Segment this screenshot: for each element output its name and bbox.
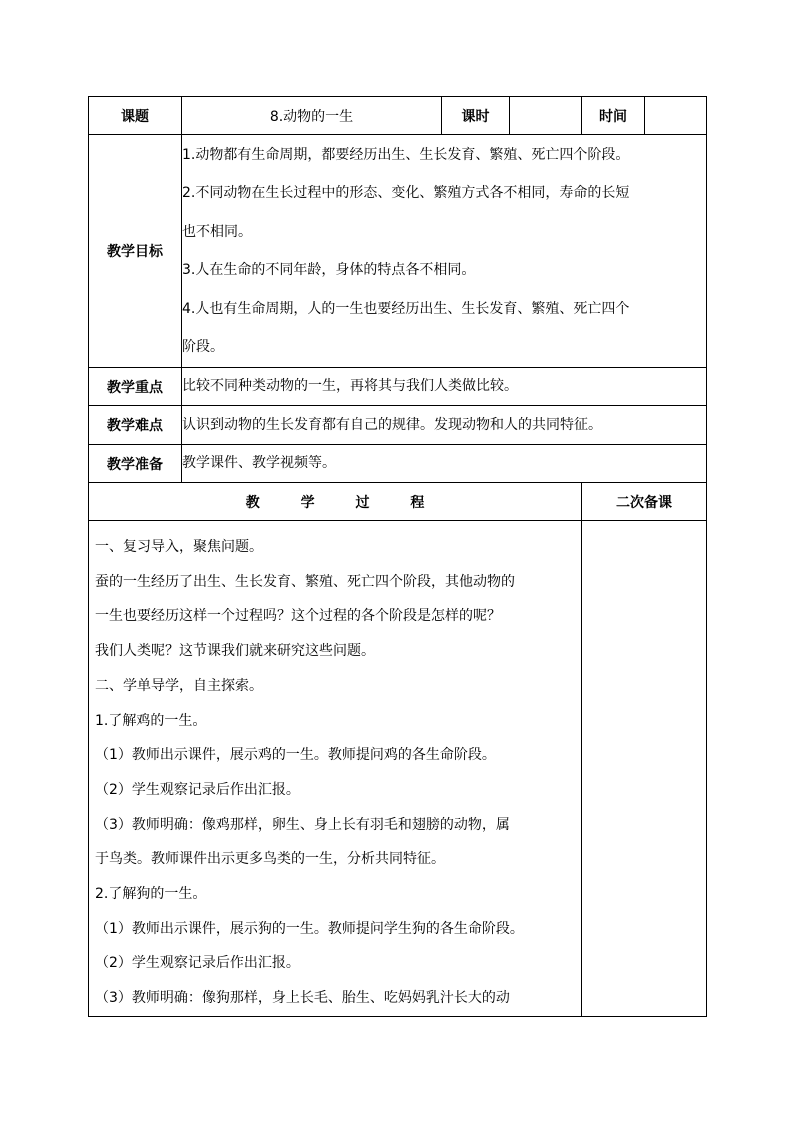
- second-prep-content: [582, 521, 707, 1017]
- process-body-row: [89, 521, 707, 1017]
- goal-line: 阶段。: [182, 339, 224, 355]
- process-line: 一、复习导入，聚焦问题。: [95, 539, 263, 555]
- process-line: 2.了解狗的一生。: [95, 886, 207, 903]
- goals-content: [182, 135, 707, 368]
- goals-row: [89, 135, 707, 368]
- time-label: 时间: [582, 97, 645, 135]
- process-line: 蚕的一生经历了出生、生长发育、繁殖、死亡四个阶段，其他动物的: [95, 573, 515, 590]
- process-title-char: 过: [355, 494, 370, 511]
- difficulties-text: 认识到动物的生长发育都有自己的规律。发现动物和人的共同特征。: [182, 406, 707, 445]
- key-points-text: 比较不同种类动物的一生，再将其与我们人类做比较。: [182, 368, 707, 406]
- process-line: 1.了解鸡的一生。: [95, 712, 207, 729]
- preparation-label: 教学准备: [89, 445, 182, 483]
- goal-line: 3.人在生命的不同年龄，身体的特点各不相同。: [182, 262, 476, 278]
- process-header-row: [89, 483, 707, 521]
- process-line: 一生也要经历这样一个过程吗？这个过程的各个阶段是怎样的呢？: [95, 608, 501, 625]
- process-line: （2）学生观察记录后作出汇报。: [95, 781, 300, 798]
- process-title: [89, 483, 582, 521]
- key-points-row: [89, 368, 707, 406]
- topic-label: 课题: [89, 97, 182, 135]
- process-line: （1）教师出示课件，展示狗的一生。教师提问学生狗的各生命阶段。: [95, 920, 524, 937]
- lesson-plan-table: [88, 96, 707, 1017]
- period-value: [510, 97, 582, 135]
- process-content: [89, 521, 582, 1017]
- goals-label: 教学目标: [89, 135, 182, 368]
- process-line: （3）教师明确：像鸡那样，卵生、身上长有羽毛和翅膀的动物，属: [95, 816, 510, 833]
- second-prep-label: 二次备课: [582, 483, 707, 521]
- time-value: [645, 97, 707, 135]
- process-title-char: 学: [300, 494, 315, 511]
- process-line: （2）学生观察记录后作出汇报。: [95, 955, 300, 972]
- header-row: [89, 97, 707, 135]
- difficulties-row: [89, 406, 707, 445]
- goal-line: 也不相同。: [182, 223, 252, 240]
- process-line: 于鸟类。教师课件出示更多鸟类的一生，分析共同特征。: [95, 851, 445, 868]
- goal-line: 4.人也有生命周期，人的一生也要经历出生、生长发育、繁殖、死亡四个: [182, 300, 630, 317]
- topic-value: 8.动物的一生: [182, 97, 442, 135]
- preparation-row: [89, 445, 707, 483]
- process-line: 二、学单导学，自主探索。: [95, 677, 263, 694]
- preparation-text: 教学课件、教学视频等。: [182, 445, 707, 483]
- key-points-label: 教学重点: [89, 368, 182, 406]
- process-line: 我们人类呢？这节课我们就来研究这些问题。: [95, 643, 375, 660]
- process-line: （1）教师出示课件，展示鸡的一生。教师提问鸡的各生命阶段。: [95, 747, 496, 764]
- period-label: 课时: [442, 97, 510, 135]
- difficulties-label: 教学难点: [89, 406, 182, 445]
- goal-line: 2.不同动物在生长过程中的形态、变化、繁殖方式各不相同，寿命的长短: [182, 185, 630, 201]
- process-title-char: 教: [245, 494, 260, 511]
- process-line: （3）教师明确：像狗那样，身上长毛、胎生、吃妈妈乳汁长大的动: [95, 990, 510, 1007]
- goal-line: 1.动物都有生命周期，都要经历出生、生长发育、繁殖、死亡四个阶段。: [182, 146, 630, 163]
- process-title-char: 程: [410, 494, 425, 511]
